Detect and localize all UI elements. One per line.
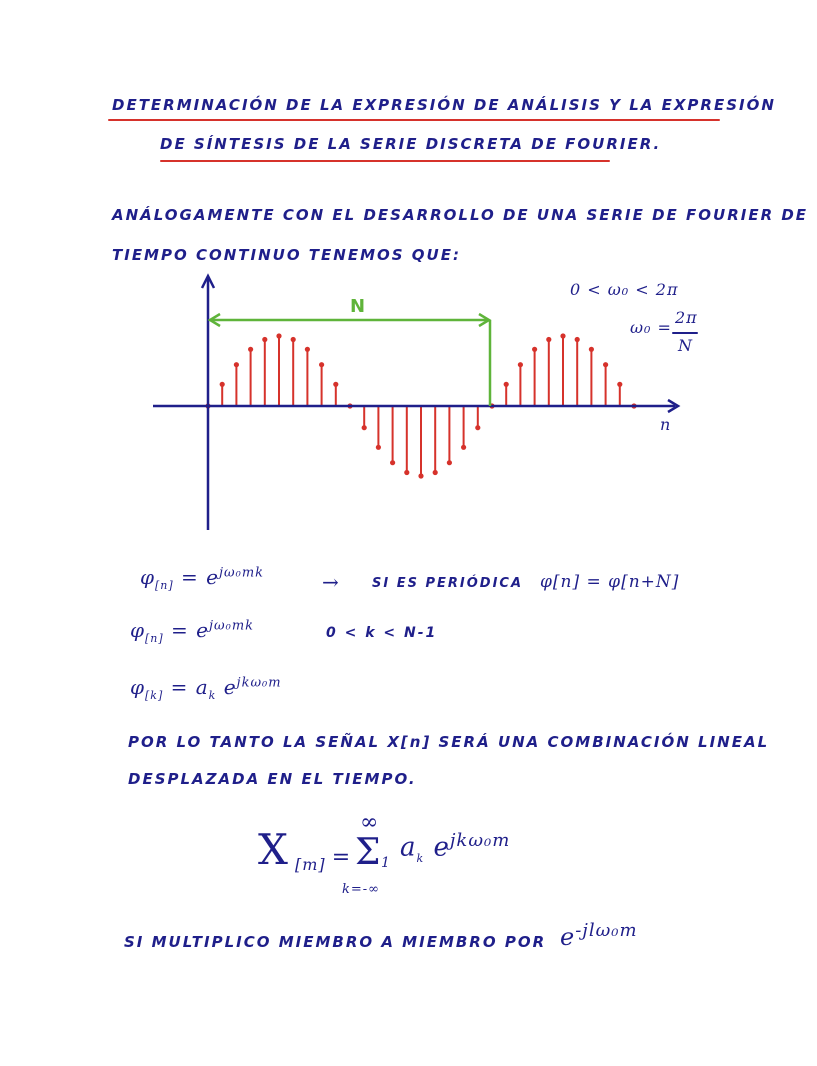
stem-head-4 (262, 337, 267, 342)
eq1-arrow: → (322, 570, 340, 594)
title-underline-1 (108, 119, 720, 121)
omega-definition-lhs: ω₀ = (630, 318, 672, 337)
stem-head-1 (220, 382, 225, 387)
eq1-eq: = e (181, 565, 219, 589)
last-line-exp: -jlω₀m (575, 920, 638, 941)
stem-head-26 (575, 337, 580, 342)
synthesis-term (400, 830, 510, 865)
stem-head-15 (418, 473, 423, 478)
paragraph-line-2: DESPLAZADA EN EL TIEMPO. (128, 770, 417, 788)
eq2-exp: jω₀mk (209, 618, 255, 634)
stem-head-11 (362, 425, 367, 430)
stem-head-21 (504, 382, 509, 387)
title-line-1: DETERMINACIÓN DE LA EXPRESIÓN DE ANÁLISIS Y LA EXPRESIÓN (112, 96, 776, 114)
eq2-range: 0 < k < N-1 (326, 625, 438, 641)
stem-head-27 (589, 347, 594, 352)
stem-head-25 (560, 333, 565, 338)
stem-head-17 (447, 460, 452, 465)
eq3-eq: = a (170, 675, 209, 699)
omega-condition: 0 < ω₀ < 2π (570, 280, 679, 299)
equation-1 (140, 565, 264, 592)
eq2-eq: = e (171, 618, 209, 642)
eq2-lhs: φ (130, 618, 146, 642)
eq3-lhs: φ (130, 675, 146, 699)
stem-head-14 (404, 470, 409, 475)
synthesis-lhs-sub: [m] (295, 855, 326, 874)
stem-head-16 (433, 470, 438, 475)
stem-head-22 (518, 362, 523, 367)
stem-head-8 (319, 362, 324, 367)
eq1-sub: [n] (155, 579, 174, 592)
synthesis-lhs: X (258, 825, 289, 874)
title-underline-2 (160, 160, 610, 162)
omega-definition-num: 2π (675, 308, 698, 327)
synthesis-eq: = (331, 845, 352, 870)
synthesis-e: e (433, 832, 450, 863)
synthesis-exp: jkω₀m (449, 830, 511, 851)
stem-head-24 (546, 337, 551, 342)
stem-head-18 (461, 445, 466, 450)
eq3-sub: [k] (145, 689, 164, 702)
last-line-exponential (560, 920, 638, 951)
omega-definition-den: N (678, 336, 693, 355)
eq1-exp: jω₀mk (219, 565, 265, 581)
x-axis-label: n (660, 415, 671, 434)
title-line-2: DE SÍNTESIS DE LA SERIE DISCRETA DE FOURIER. (160, 135, 662, 153)
intro-line-1: ANÁLOGAMENTE CON EL DESARROLLO DE UNA SERIE DE FOURIER DE (112, 206, 809, 224)
last-line-text: SI MULTIPLICO MIEMBRO A MIEMBRO POR (124, 933, 547, 951)
eq3-e: e (223, 675, 237, 699)
eq1-lhs: φ (140, 565, 156, 589)
stem-head-23 (532, 347, 537, 352)
sum-lower-limit: k=-∞ (342, 882, 380, 897)
period-label: N (350, 296, 366, 317)
eq1-periodic-relation: φ[n] = φ[n+N] (540, 572, 680, 592)
stem-head-9 (333, 382, 338, 387)
eq1-periodic-text: SI ES PERIÓDICA (372, 576, 524, 591)
sum-index-sub: 1 (381, 855, 391, 871)
paragraph-line-1: POR LO TANTO LA SEÑAL X[n] SERÁ UNA COMBINACIÓN LINEAL (128, 733, 770, 751)
eq3-ak-sub: k (208, 689, 217, 702)
equation-3 (130, 675, 282, 702)
eq3-exp: jkω₀m (236, 675, 282, 691)
stem-head-29 (617, 382, 622, 387)
stem-head-2 (234, 362, 239, 367)
intro-line-2: TIEMPO CONTINUO TENEMOS QUE: (112, 246, 461, 264)
stem-head-13 (390, 460, 395, 465)
stem-plot (140, 270, 700, 535)
stem-head-7 (305, 347, 310, 352)
eq2-sub: [n] (145, 632, 164, 645)
last-line-e: e (560, 923, 576, 951)
synthesis-ak-sub: k (416, 851, 425, 865)
stem-head-3 (248, 347, 253, 352)
stem-head-6 (291, 337, 296, 342)
equation-2 (130, 618, 254, 645)
sum-upper-limit: ∞ (360, 810, 380, 835)
stem-head-28 (603, 362, 608, 367)
sum-symbol: Σ (355, 832, 382, 873)
synthesis-equation (258, 825, 351, 905)
stem-head-12 (376, 445, 381, 450)
stem-head-19 (475, 425, 480, 430)
synthesis-ak: a (400, 832, 417, 863)
stem-head-5 (276, 333, 281, 338)
